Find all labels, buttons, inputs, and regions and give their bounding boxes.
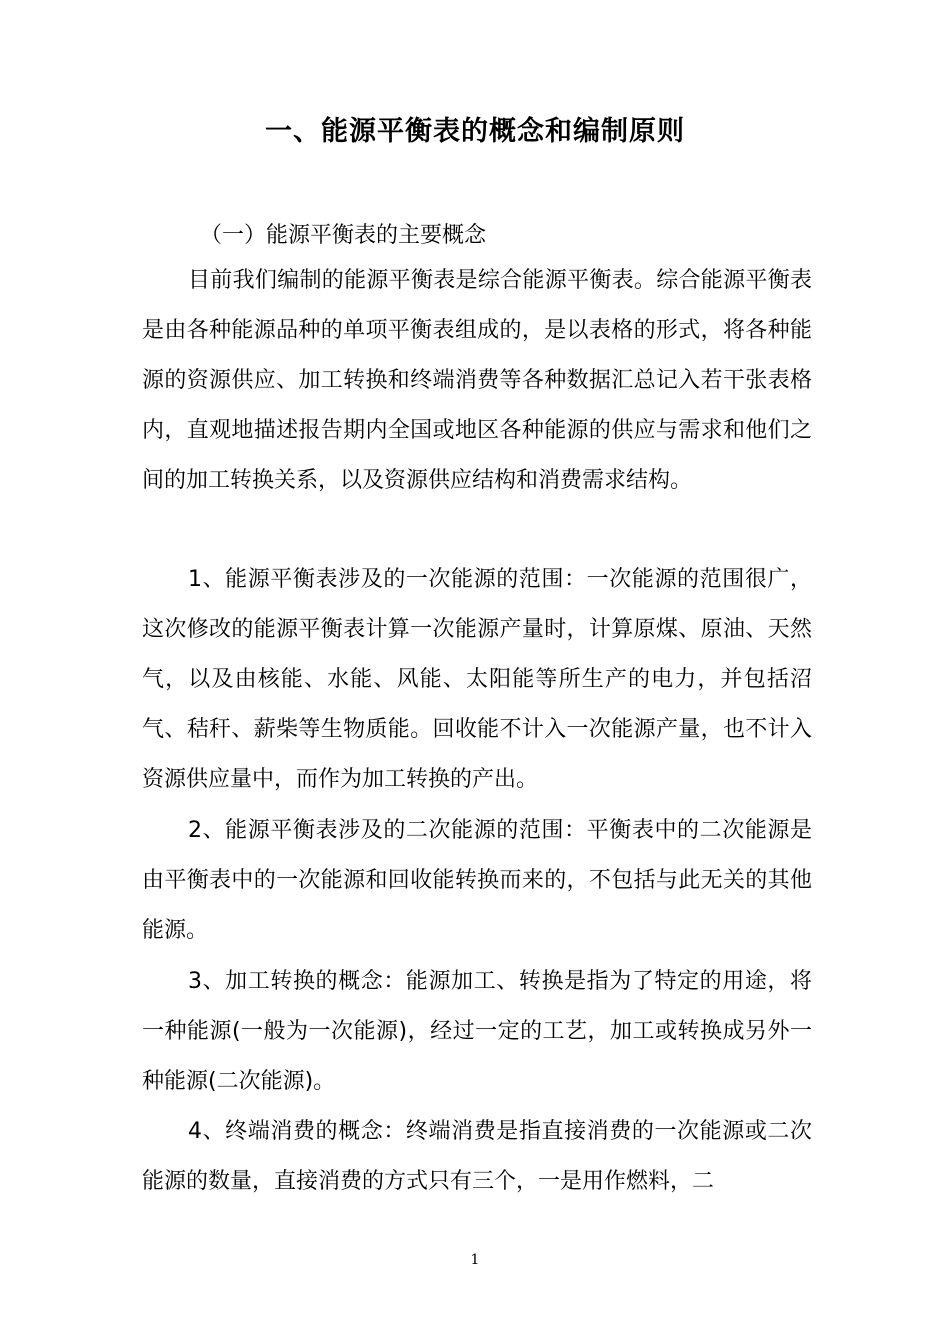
paragraph-conversion: 3、加工转换的概念：能源加工、转换是指为了特定的用途，将一种能源(一般为一次能源)，经过一定的工艺，加工或转换成另外一种能源(二次能源)。	[142, 969, 812, 1094]
page-number: 1	[470, 1252, 480, 1268]
section-heading: （一）能源平衡表的主要概念	[200, 223, 487, 248]
paragraph-final-consumption: 4、终端消费的概念：终端消费是指直接消费的一次能源或二次能源的数量，直接消费的方式只有三个，一是用作燃料，二	[142, 1119, 812, 1194]
page-title: 一、能源平衡表的概念和编制原则	[265, 116, 685, 147]
paragraph-secondary-energy: 2、能源平衡表涉及的二次能源的范围：平衡表中的二次能源是由平衡表中的一次能源和回收能转换而来的，不包括与此无关的其他能源。	[142, 818, 812, 943]
paragraph-intro: 目前我们编制的能源平衡表是综合能源平衡表。综合能源平衡表是由各种能源品种的单项平衡表组成的，是以表格的形式，将各种能源的资源供应、加工转换和终端消费等各种数据汇总记入若干张表格内，直观地描述报告期内全国或地区各种能源的供应与需求和他们之间的加工转换关系，以及资源供应结构和消费需求结构。	[142, 268, 812, 493]
paragraph-primary-energy: 1、能源平衡表涉及的一次能源的范围：一次能源的范围很广，这次修改的能源平衡表计算一次能源产量时，计算原煤、原油、天然气，以及由核能、水能、风能、太阳能等所生产的电力，并包括沼气、秸秆、薪柴等生物质能。回收能不计入一次能源产量，也不计入资源供应量中，而作为加工转换的产出。	[142, 567, 812, 792]
